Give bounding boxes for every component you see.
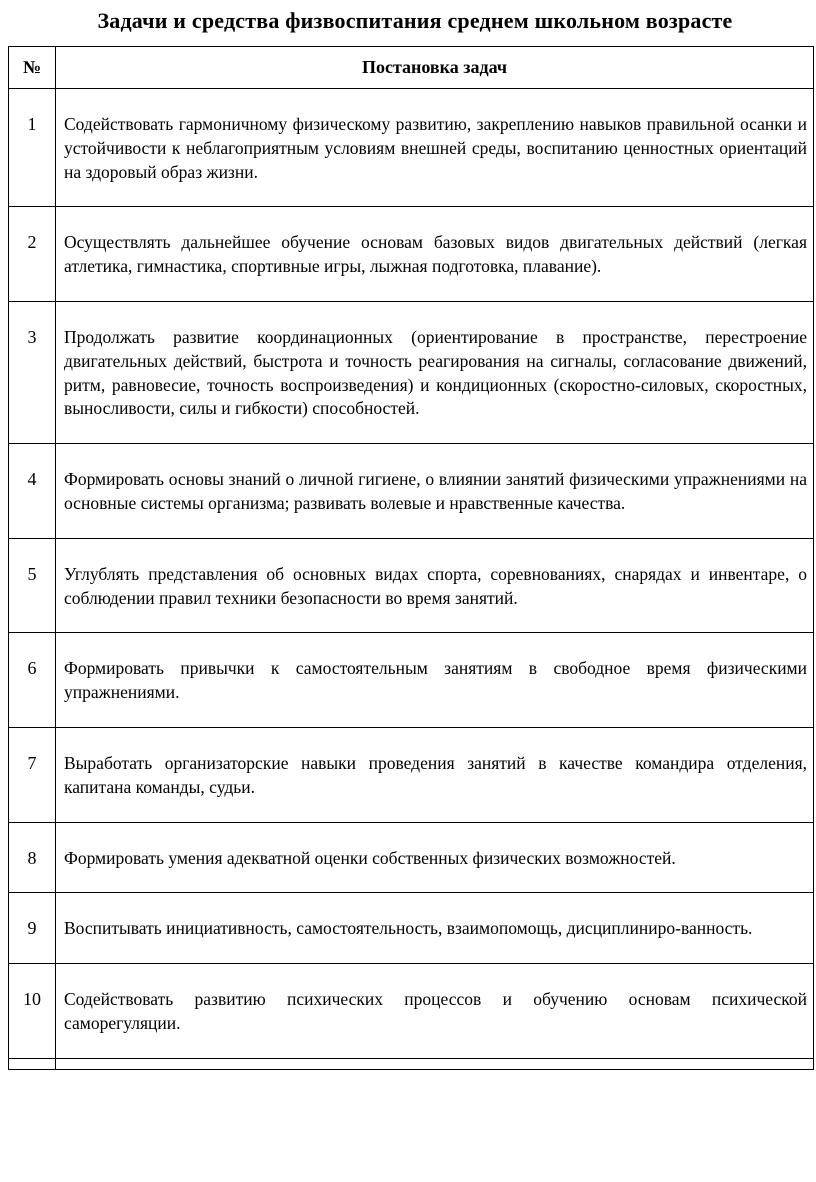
task-text-cell: Содействовать гармоничному физическому развитию, закреплению навыков правильной осанки и устойчивости к неблагоприятным условиям внешней среды, воспитанию ценностных ориентаций на здоровый образ жизни. [56,89,814,207]
task-text-cell: Выработать организаторские навыки проведения занятий в качестве командира отделения, капитана команды, судьи. [56,727,814,822]
table-row [9,207,814,302]
table-header [9,47,814,89]
page-title: Задачи и средства физвоспитания среднем школьном возрасте [97,8,733,33]
table-row [9,444,814,539]
row-number-cell: 6 [9,633,56,728]
row-number-cell [9,1058,56,1069]
task-text-cell [56,1058,814,1069]
row-number-cell: 3 [9,301,56,443]
table-row [9,727,814,822]
table-row [9,89,814,207]
task-text-cell: Углублять представления об основных видах спорта, соревнованиях, снарядах и инвентаре, о соблюдении правил техники безопасности во время занятий. [56,538,814,633]
header-number: № [9,47,56,89]
row-number-cell: 7 [9,727,56,822]
task-text-cell: Воспитывать инициативность, самостоятельность, взаимопомощь, дисциплиниро-ванность. [56,893,814,964]
table-row [9,633,814,728]
row-number-cell: 2 [9,207,56,302]
task-text-cell: Формировать умения адекватной оценки собственных физических возможностей. [56,822,814,893]
table-row [9,301,814,443]
table-row [9,538,814,633]
header-row [9,47,814,89]
row-number-cell: 8 [9,822,56,893]
tasks-table-body [9,89,814,1070]
task-text-cell: Содействовать развитию психических процессов и обучению основам психической саморегуляции. [56,964,814,1059]
table-row [9,964,814,1059]
row-number-cell: 5 [9,538,56,633]
table-row [9,893,814,964]
tasks-table [8,46,814,1070]
task-text-cell: Осуществлять дальнейшее обучение основам базовых видов двигательных действий (легкая атлетика, гимнастика, спортивные игры, лыжная подготовка, плавание). [56,207,814,302]
task-text-cell: Формировать основы знаний о личной гигиене, о влиянии занятий физическими упражнениями на основные системы организма; развивать волевые и нравственные качества. [56,444,814,539]
row-number-cell: 10 [9,964,56,1059]
task-text-cell: Продолжать развитие координационных (ориентирование в пространстве, перестроение двигательных действий, быстрота и точность реагирования на сигналы, согласование движений, ритм, равновесие, точность воспроизведения) и кондиционных (скоростно-силовых, скоростных, выносливости, силы и гибкости) способностей. [56,301,814,443]
row-number-cell: 9 [9,893,56,964]
table-row-partial [9,1058,814,1069]
table-row [9,822,814,893]
header-tasks: Постановка задач [56,47,814,89]
row-number-cell: 4 [9,444,56,539]
row-number-cell: 1 [9,89,56,207]
task-text-cell: Формировать привычки к самостоятельным занятиям в свободное время физическими упражнениями. [56,633,814,728]
